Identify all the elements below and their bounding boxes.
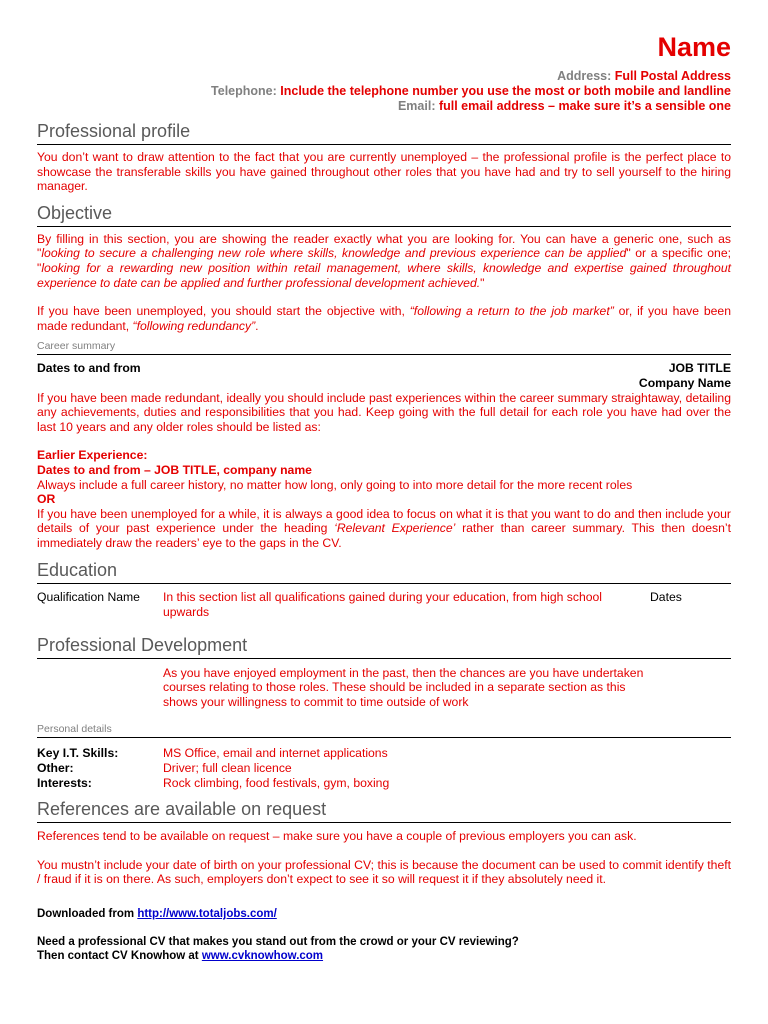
personal-label: Key I.T. Skills: <box>37 746 119 761</box>
profile-text: You don’t want to draw attention to the fact that you are currently unemployed – the professional profile is the perfect place to showcase the transferable skills you have gained throughout other roles that you have had and try to sell yourself to the hiring manager. <box>37 150 731 194</box>
address-line <box>37 69 731 84</box>
career-history-note: Always include a full career history, no matter how long, only going to into more detail for the more recent roles <box>37 477 633 492</box>
personal-value: Driver; full clean licence <box>163 761 292 776</box>
career-text: If you have been unemployed for a while, it is always a good idea to focus on what it is that you want to do and then include your details of your past experience under the heading <box>37 506 731 536</box>
cvknowhow-link[interactable]: www.cvknowhow.com <box>201 950 324 962</box>
objective-text: " <box>480 275 485 290</box>
or-label: OR <box>37 492 56 507</box>
career-text-2 <box>37 507 731 551</box>
telephone-line <box>37 84 731 99</box>
earlier-experience-line: Dates to and from – JOB TITLE, company name <box>37 462 312 477</box>
education-heading: Education <box>37 559 731 584</box>
address-value: Full Postal Address <box>614 69 731 83</box>
objective-example-generic: looking to secure a challenging new role where skills, knowledge and previous experience can be applied <box>41 246 627 261</box>
telephone-label: Telephone: <box>211 84 277 98</box>
cta-line: Need a professional CV that makes you stand out from the crowd or your CV reviewing? <box>37 936 519 948</box>
career-text-1: If you have been made redundant, ideally you should include past experiences within the career summary straightaway, detailing any achievements, duties and responsibilities that you had. Keep going with the full detail for each role you have had over the last 10 years and any older roles should be listed as: <box>37 390 731 434</box>
objective-quote: “following redundancy” <box>132 318 256 333</box>
cv-page <box>37 30 731 963</box>
personal-value: MS Office, email and internet applications <box>163 746 388 761</box>
telephone-value: Include the telephone number you use the most or both mobile and landline <box>280 84 731 98</box>
job-header-row <box>37 361 731 376</box>
email-label: Email: <box>397 99 436 113</box>
email-value: full email address – make sure it’s a sensible one <box>438 99 731 113</box>
contact-text: Then contact CV Knowhow at <box>37 950 202 962</box>
references-heading: References are available on request <box>37 798 731 823</box>
job-title: JOB TITLE <box>668 361 731 376</box>
cv-name: Name <box>657 32 731 62</box>
development-heading: Professional Development <box>37 634 731 659</box>
education-text: In this section list all qualifications gained during your education, from high school upwards <box>163 590 602 620</box>
objective-text: " or a specific one; " <box>37 246 731 275</box>
personal-row <box>37 776 731 791</box>
objective-text: If you have been unemployed, you should start the objective with, <box>37 304 410 319</box>
objective-paragraph-1 <box>37 232 731 290</box>
address-label: Address: <box>557 69 612 83</box>
objective-example-specific: looking for a rewarding new position within retail management, where skills, knowledge and expertise gained throughout experience to date can be applied and further professional development achieved. <box>37 260 731 290</box>
totaljobs-link[interactable]: http://www.totaljobs.com/ <box>137 908 277 920</box>
personal-heading: Personal details <box>37 723 731 738</box>
career-heading: Career summary <box>37 340 731 355</box>
downloaded-line <box>37 907 731 921</box>
references-text-2: You mustn’t include your date of birth on your professional CV; this is because the document can be used to commit identify theft / fraud if it is on there. As such, employers don’t expect to see it so will request it if they absolutely need it. <box>37 857 731 887</box>
education-row <box>37 590 731 619</box>
earlier-experience-label: Earlier Experience: <box>37 448 148 463</box>
references-text-1: References tend to be available on request – make sure you have a couple of previous employers you can ask. <box>37 829 637 844</box>
development-row <box>37 666 731 710</box>
personal-label: Interests: <box>37 775 92 790</box>
downloaded-text: Downloaded from <box>37 908 138 920</box>
personal-value: Rock climbing, food festivals, gym, boxing <box>163 775 390 790</box>
qualification-name: Qualification Name <box>37 590 140 605</box>
personal-row <box>37 746 731 761</box>
email-line <box>37 99 731 114</box>
contact-line <box>37 949 731 963</box>
personal-details-list <box>37 746 731 790</box>
objective-heading: Objective <box>37 202 731 227</box>
personal-label: Other: <box>37 761 74 776</box>
career-text: rather than career summary. This then doesn’t immediately draw the readers’ eye to the gaps in the CV. <box>37 521 732 550</box>
objective-text: or, if you have been made redundant, <box>37 304 731 333</box>
development-text: As you have enjoyed employment in the past, then the chances are you have undertaken courses relating to those roles. These should be included in a separate section as this shows your willingness to commit to time outside of work <box>163 665 644 709</box>
objective-paragraph-2 <box>37 304 731 333</box>
objective-text: . <box>255 318 259 333</box>
job-dates: Dates to and from <box>37 361 141 376</box>
education-dates: Dates <box>650 590 682 605</box>
contact-block <box>37 69 731 114</box>
profile-heading: Professional profile <box>37 120 731 145</box>
company-name: Company Name <box>638 375 731 390</box>
personal-row <box>37 761 731 776</box>
objective-text: By filling in this section, you are showing the reader exactly what you are looking for. You can have a generic one, such as " <box>37 231 731 261</box>
objective-quote: “following a return to the job market” <box>409 304 614 319</box>
relevant-experience-heading: ‘Relevant Experience’ <box>334 521 456 536</box>
